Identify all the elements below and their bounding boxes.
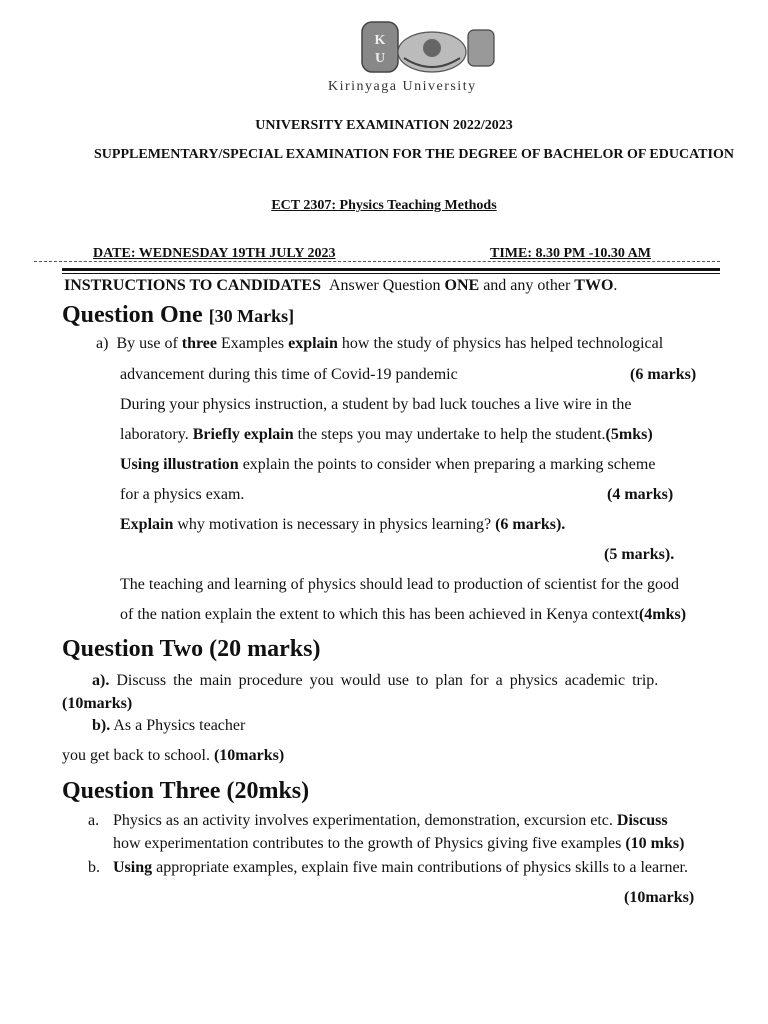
q3-b-line bbox=[113, 859, 688, 877]
q1-b-line2 bbox=[120, 426, 653, 444]
course-title: ECT 2307: Physics Teaching Methods bbox=[271, 198, 497, 213]
q2-b-line bbox=[92, 717, 245, 735]
q3-a-text2: how experimentation contributes to the growth of Physics giving five examples bbox=[113, 835, 622, 852]
q2-b-marks: (10marks) bbox=[213, 747, 285, 764]
q2-a-label: a). bbox=[92, 672, 110, 689]
exam-date: DATE: WEDNESDAY 19TH JULY 2023 bbox=[93, 246, 336, 261]
q1-a-bold-explain: explain bbox=[288, 335, 338, 352]
q1-e-line1: The teaching and learning of physics should lead to production of scientist for the good bbox=[120, 576, 679, 593]
svg-text:K: K bbox=[374, 33, 386, 48]
q3-a-marks: (10 mks) bbox=[625, 835, 685, 852]
q1-d-bold: Explain bbox=[120, 516, 174, 533]
q1-a-bold-three: three bbox=[181, 335, 218, 352]
exam-time: TIME: 8.30 PM -10.30 AM bbox=[490, 246, 651, 261]
q1-e-marks: (4mks) bbox=[638, 606, 687, 623]
q3-b-text: appropriate examples, explain five main contributions of physics skills to a learner. bbox=[156, 859, 688, 876]
svg-text:U: U bbox=[374, 51, 386, 66]
question-one-heading bbox=[62, 302, 294, 329]
q1-b-line1: During your physics instruction, a student by bad luck touches a live wire in the bbox=[120, 396, 632, 413]
q1-a-text-post: how the study of physics has helped technological bbox=[341, 335, 664, 352]
q2-a-marks: (10marks) bbox=[62, 695, 133, 712]
q1-d-text: why motivation is necessary in physics learning? bbox=[177, 516, 492, 533]
instructions bbox=[64, 277, 617, 295]
instructions-label: INSTRUCTIONS TO CANDIDATES bbox=[64, 277, 321, 294]
thick-rule bbox=[62, 268, 720, 271]
q1-e-text: of the nation explain the extent to which this has been achieved in Kenya context bbox=[120, 606, 639, 623]
instructions-q-two: TWO bbox=[574, 277, 614, 294]
instructions-mid: and any other bbox=[483, 277, 571, 294]
q2-b-line2 bbox=[62, 747, 284, 765]
q1-d-line bbox=[120, 516, 565, 534]
q2-b-text: As a Physics teacher bbox=[113, 717, 246, 734]
dotted-divider bbox=[34, 261, 720, 262]
q3-a-label: a. bbox=[88, 812, 100, 829]
q1-a-label: a) bbox=[96, 335, 109, 352]
q1-b-text-pre: laboratory. bbox=[120, 426, 189, 443]
q1-d-marks-inline: (6 marks). bbox=[495, 516, 566, 533]
instructions-pre: Answer Question bbox=[328, 277, 441, 294]
q1-b-bold: Briefly explain bbox=[192, 426, 294, 443]
university-logo bbox=[352, 18, 512, 78]
q3-b-marks: (10marks) bbox=[624, 889, 695, 906]
q1-a-line2: advancement during this time of Covid-19 pandemic bbox=[120, 366, 458, 383]
q1-a-text-pre: By use of bbox=[116, 335, 178, 352]
q2-b-text2: you get back to school. bbox=[62, 747, 210, 764]
q1-c-marks: (4 marks) bbox=[607, 486, 674, 503]
q1-a-line1 bbox=[96, 335, 663, 353]
exam-title: UNIVERSITY EXAMINATION 2022/2023 bbox=[255, 118, 513, 133]
question-one-marks: [30 Marks] bbox=[208, 306, 295, 326]
q3-b-label: b. bbox=[88, 859, 100, 876]
q3-a-line1 bbox=[113, 812, 668, 830]
q3-a-bold: Discuss bbox=[616, 812, 668, 829]
q2-a-line bbox=[92, 672, 658, 690]
q3-a-text: Physics as an activity involves experimentation, demonstration, excursion etc. bbox=[113, 812, 613, 829]
q1-c-bold: Using illustration bbox=[120, 456, 239, 473]
q1-b-marks: (5mks) bbox=[605, 426, 653, 443]
thin-rule bbox=[62, 273, 720, 274]
exam-type: SUPPLEMENTARY/SPECIAL EXAMINATION FOR THE DEGREE OF BACHELOR OF EDUCATION bbox=[94, 147, 734, 162]
q1-a-text-mid: Examples bbox=[221, 335, 285, 352]
question-three-title: Question Three (20mks) bbox=[62, 778, 310, 804]
q3-a-line2 bbox=[113, 835, 684, 853]
q1-d-marks: (5 marks). bbox=[604, 546, 675, 563]
q2-a-text: Discuss the main procedure you would use to plan for a physics academic trip. bbox=[116, 672, 659, 689]
question-two-title: Question Two (20 marks) bbox=[62, 636, 321, 662]
q1-c-line1 bbox=[120, 456, 655, 474]
q1-e-line2 bbox=[120, 606, 686, 624]
instructions-q-one: ONE bbox=[444, 277, 480, 294]
q3-b-bold: Using bbox=[113, 859, 153, 876]
q2-b-label: b). bbox=[92, 717, 111, 734]
q1-c-line2: for a physics exam. bbox=[120, 486, 245, 503]
q1-c-text: explain the points to consider when preparing a marking scheme bbox=[242, 456, 656, 473]
q1-b-text-post: the steps you may undertake to help the student. bbox=[297, 426, 606, 443]
q1-a-marks: (6 marks) bbox=[630, 366, 697, 383]
university-name: Kirinyaga University bbox=[328, 79, 477, 94]
instructions-end: . bbox=[613, 277, 618, 294]
question-one-title: Question One bbox=[62, 302, 203, 328]
